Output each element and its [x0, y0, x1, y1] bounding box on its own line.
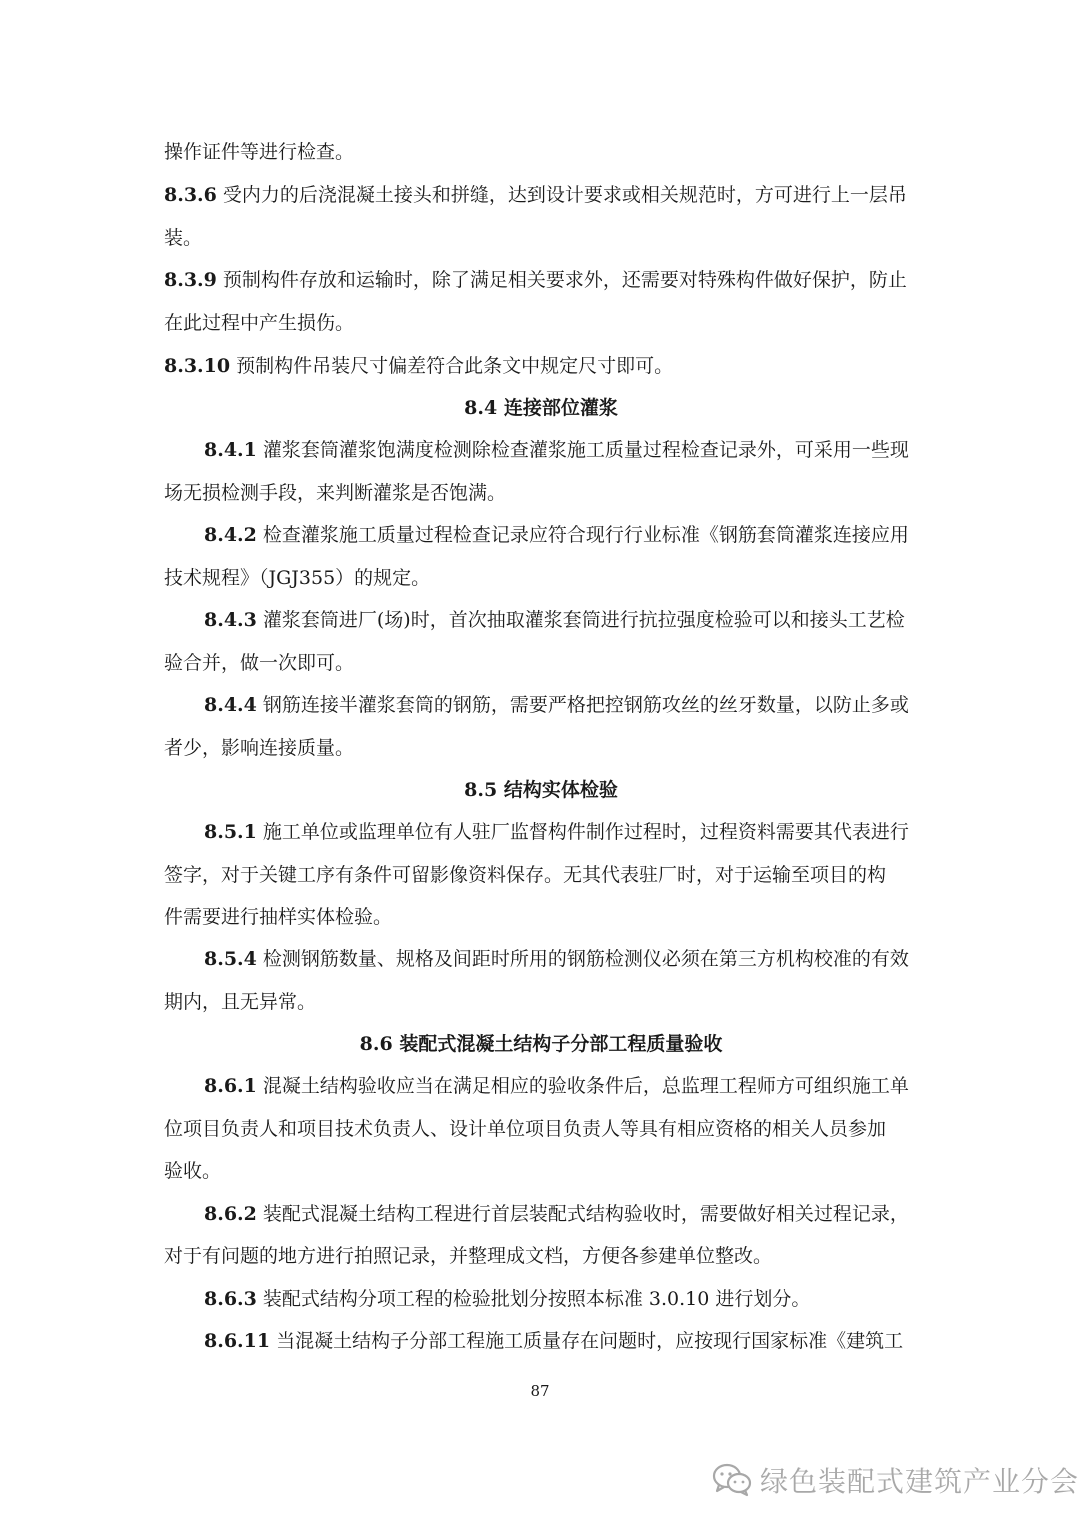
clause-number: 8.3.9	[164, 269, 217, 291]
section-heading-8-6: 8.6 装配式混凝土结构子分部工程质量验收	[359, 1033, 723, 1055]
text-line: 者少，影响连接质量。	[164, 737, 355, 759]
text-line: 签字，对于关键工序有条件可留影像资料保存。无其代表驻厂时，对于运输至项目的构	[164, 864, 887, 886]
clause-number: 8.5.1	[204, 821, 257, 843]
clause-number: 8.5.4	[204, 948, 257, 970]
clause-8-4-2: 8.4.2 检查灌浆施工质量过程检查记录应符合现行行业标准《钢筋套筒灌浆连接应用	[204, 524, 909, 546]
section-heading-8-4: 8.4 连接部位灌浆	[464, 397, 618, 419]
clause-8-4-1: 8.4.1 灌浆套筒灌浆饱满度检测除检查灌浆施工质量过程检查记录外，可采用一些现	[204, 439, 909, 461]
clause-number: 8.4.1	[204, 439, 257, 461]
text-line: 操作证件等进行检查。	[164, 141, 355, 163]
text-line: 对于有问题的地方进行拍照记录，并整理成文档，方便各参建单位整改。	[164, 1245, 773, 1267]
clause-8-6-1: 8.6.1 混凝土结构验收应当在满足相应的验收条件后，总监理工程师方可组织施工单	[204, 1075, 909, 1097]
text-line: 期内，且无异常。	[164, 991, 317, 1013]
text-line: 验收。	[164, 1160, 222, 1182]
clause-8-5-4: 8.5.4 检测钢筋数量、规格及间距时所用的钢筋检测仪必须在第三方机构校准的有效	[204, 948, 909, 970]
watermark	[712, 1460, 1079, 1500]
clause-8-3-10: 8.3.10 预制构件吊装尺寸偏差符合此条文中规定尺寸即可。	[164, 355, 674, 377]
text-line: 场无损检测手段，来判断灌浆是否饱满。	[164, 482, 507, 504]
text-line: 位项目负责人和项目技术负责人、设计单位项目负责人等具有相应资格的相关人员参加	[164, 1118, 887, 1140]
clause-number: 8.4.3	[204, 609, 257, 631]
clause-number: 8.4.2	[204, 524, 257, 546]
clause-8-3-6: 8.3.6 受内力的后浇混凝土接头和拼缝，达到设计要求或相关规范时，方可进行上一层吊	[164, 184, 907, 206]
page-number: 87	[530, 1382, 550, 1400]
clause-8-6-11: 8.6.11 当混凝土结构子分部工程施工质量存在问题时，应按现行国家标准《建筑工	[204, 1330, 904, 1352]
clause-8-3-9: 8.3.9 预制构件存放和运输时，除了满足相关要求外，还需要对特殊构件做好保护，防止	[164, 269, 907, 291]
clause-number: 8.6.2	[204, 1203, 257, 1225]
clause-number: 8.6.3	[204, 1288, 257, 1310]
section-heading-8-5: 8.5 结构实体检验	[464, 779, 618, 801]
wechat-icon	[712, 1463, 752, 1497]
clause-number: 8.6.1	[204, 1075, 257, 1097]
text-line: 件需要进行抽样实体检验。	[164, 906, 393, 928]
text-line: 在此过程中产生损伤。	[164, 312, 355, 334]
clause-8-6-3: 8.6.3 装配式结构分项工程的检验批划分按照本标准 3.0.10 进行划分。	[204, 1288, 811, 1310]
clause-number: 8.6.11	[204, 1330, 271, 1352]
clause-8-4-4: 8.4.4 钢筋连接半灌浆套筒的钢筋，需要严格把控钢筋攻丝的丝牙数量，以防止多或	[204, 694, 909, 716]
clause-number: 8.3.6	[164, 184, 217, 206]
clause-8-6-2: 8.6.2 装配式混凝土结构工程进行首层装配式结构验收时，需要做好相关过程记录，	[204, 1203, 909, 1225]
text-line: 装。	[164, 227, 203, 249]
clause-8-4-3: 8.4.3 灌浆套筒进厂(场)时，首次抽取灌浆套筒进行抗拉强度检验可以和接头工艺检	[204, 609, 905, 631]
text-line: 技术规程》（JGJ355）的规定。	[164, 567, 431, 589]
clause-number: 8.4.4	[204, 694, 257, 716]
watermark-text: 绿色装配式建筑产业分会	[760, 1465, 1080, 1498]
clause-8-5-1: 8.5.1 施工单位或监理单位有人驻厂监督构件制作过程时，过程资料需要其代表进行	[204, 821, 909, 843]
text-line: 验合并，做一次即可。	[164, 652, 355, 674]
clause-number: 8.3.10	[164, 355, 231, 377]
